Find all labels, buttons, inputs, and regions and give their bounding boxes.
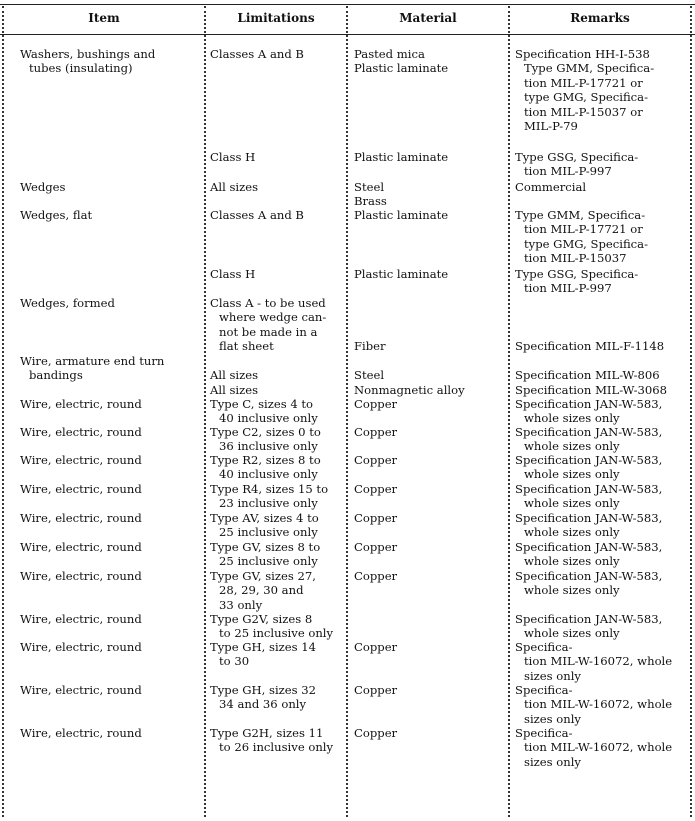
cell-line: not be made in a — [219, 324, 318, 339]
remarks-cell — [515, 726, 672, 769]
cell-line: Type GMM, Specifica- — [524, 61, 655, 76]
cell-line: Copper — [354, 540, 398, 554]
limitations-cell — [210, 612, 333, 641]
cell-line: sizes only — [524, 668, 581, 683]
cell-line — [515, 354, 667, 368]
remarks-cell — [515, 453, 662, 482]
remarks-cell — [515, 267, 638, 296]
limitations-cell — [210, 569, 316, 612]
cell-line: tion MIL-W-16072, whole — [524, 654, 673, 669]
cell-line: Nonmagnetic alloy — [354, 382, 465, 397]
remarks-cell — [515, 640, 672, 683]
cell-line: whole sizes only — [524, 496, 620, 511]
cell-line: All sizes — [210, 382, 259, 397]
material-cell — [354, 453, 397, 467]
column-divider — [508, 6, 510, 817]
cell-line: Specification MIL-W-806 — [515, 368, 660, 383]
cell-line: Steel — [354, 368, 385, 383]
cell-line: whole sizes only — [524, 439, 620, 454]
cell-line: Specification JAN-W-583, — [515, 511, 663, 525]
remarks-cell — [515, 540, 662, 569]
header-item: Item — [88, 11, 120, 25]
cell-line: Type GSG, Specifica- — [515, 267, 639, 281]
cell-line — [354, 310, 386, 324]
material-cell — [354, 208, 448, 222]
cell-line: Wedges, formed — [20, 296, 115, 310]
cell-line: 40 inclusive only — [219, 411, 318, 426]
cell-line: Classes A and B — [210, 47, 304, 61]
cell-line: Type GMM, Specifica- — [515, 208, 646, 222]
cell-line: whole sizes only — [524, 467, 620, 482]
material-cell — [354, 640, 397, 654]
cell-line: sizes only — [524, 754, 581, 769]
cell-line: Specifica- — [515, 726, 573, 740]
cell-line — [354, 296, 386, 310]
cell-line — [210, 354, 258, 368]
limitations-cell — [210, 296, 326, 354]
item-cell — [20, 354, 164, 383]
cell-line: tion MIL-P-15037 or — [524, 104, 643, 119]
remarks-cell — [515, 47, 654, 133]
cell-line: Specification JAN-W-583, — [515, 540, 663, 554]
cell-line: Type GH, sizes 14 — [210, 640, 317, 654]
limitations-cell — [210, 354, 258, 397]
remarks-cell — [515, 296, 664, 354]
cell-line: Plastic laminate — [354, 208, 449, 222]
item-cell — [20, 683, 142, 697]
remarks-cell — [515, 354, 667, 397]
cell-line: Wire, electric, round — [20, 482, 142, 496]
cell-line: Wire, electric, round — [20, 540, 142, 554]
cell-line: Specification MIL-F-1148 — [515, 339, 665, 354]
header-limitations: Limitations — [237, 11, 315, 25]
limitations-cell — [210, 47, 304, 61]
remarks-cell — [515, 425, 662, 454]
limitations-cell — [210, 208, 304, 222]
limitations-cell — [210, 150, 255, 164]
remarks-cell — [515, 208, 648, 266]
cell-line: flat sheet — [219, 339, 274, 354]
material-cell — [354, 354, 465, 397]
cell-line: tubes (insulating) — [29, 61, 133, 76]
remarks-cell — [515, 612, 662, 641]
cell-line — [515, 296, 664, 310]
cell-line: All sizes — [210, 368, 259, 383]
cell-line: Wedges — [20, 180, 66, 194]
cell-line: tion MIL-W-16072, whole — [524, 697, 673, 712]
cell-line: to 25 inclusive only — [219, 626, 334, 641]
cell-line: Specifica- — [515, 683, 573, 697]
cell-line: 33 only — [219, 597, 263, 612]
material-cell — [354, 267, 448, 281]
limitations-cell — [210, 397, 318, 426]
cell-line: where wedge can- — [219, 310, 327, 325]
limitations-cell — [210, 540, 320, 569]
remarks-cell — [515, 180, 586, 194]
cell-line: 23 inclusive only — [219, 496, 318, 511]
cell-line: tion MIL-P-997 — [524, 281, 612, 296]
header-material: Material — [399, 11, 457, 25]
limitations-cell — [210, 267, 255, 281]
cell-line: Specifica- — [515, 640, 573, 654]
table-top-rule — [0, 4, 695, 5]
cell-line — [354, 325, 386, 339]
cell-line: Fiber — [354, 339, 386, 354]
cell-line: Copper — [354, 482, 398, 496]
cell-line: Specification MIL-W-3068 — [515, 382, 667, 397]
column-divider — [690, 6, 692, 817]
material-cell — [354, 482, 397, 496]
limitations-cell — [210, 511, 319, 540]
cell-line: Type GV, sizes 8 to — [210, 540, 321, 554]
cell-line: Specification JAN-W-583, — [515, 397, 663, 411]
cell-line: whole sizes only — [524, 554, 620, 569]
cell-line: Type AV, sizes 4 to — [210, 511, 319, 525]
cell-line: Type R2, sizes 8 to — [210, 453, 321, 467]
cell-line: whole sizes only — [524, 626, 620, 641]
cell-line: Copper — [354, 683, 398, 697]
cell-line: Wire, armature end turn — [20, 354, 165, 368]
cell-line: tion MIL-P-15037 — [524, 251, 627, 266]
cell-line: Specification JAN-W-583, — [515, 453, 663, 467]
cell-line: All sizes — [210, 180, 259, 194]
cell-line: Wire, electric, round — [20, 511, 142, 525]
cell-line: Steel — [354, 180, 385, 194]
material-cell — [354, 180, 387, 209]
cell-line: Class H — [210, 150, 256, 164]
material-cell — [354, 569, 397, 583]
remarks-cell — [515, 511, 662, 540]
cell-line: tion MIL-W-16072, whole — [524, 740, 673, 755]
cell-line: Classes A and B — [210, 208, 304, 222]
item-cell — [20, 511, 142, 525]
limitations-cell — [210, 482, 328, 511]
cell-line: Wire, electric, round — [20, 612, 142, 626]
cell-line: Copper — [354, 397, 398, 411]
cell-line — [515, 325, 664, 339]
item-cell — [20, 640, 142, 654]
cell-line: Type C2, sizes 0 to — [210, 425, 321, 439]
cell-line: Type GV, sizes 27, — [210, 569, 316, 583]
cell-line: Specification JAN-W-583, — [515, 482, 663, 496]
cell-line: whole sizes only — [524, 525, 620, 540]
cell-line: 28, 29, 30 and — [219, 583, 304, 598]
cell-line — [515, 310, 664, 324]
cell-line: type GMG, Specifica- — [524, 236, 649, 251]
remarks-cell — [515, 569, 662, 598]
item-cell — [20, 180, 66, 194]
cell-line: Wedges, flat — [20, 208, 93, 222]
cell-line: Wire, electric, round — [20, 640, 142, 654]
cell-line — [354, 354, 465, 368]
cell-line: Type GH, sizes 32 — [210, 683, 317, 697]
cell-line: Copper — [354, 726, 398, 740]
cell-line: to 26 inclusive only — [219, 740, 334, 755]
limitations-cell — [210, 453, 321, 482]
cell-line: Washers, bushings and — [20, 47, 156, 61]
material-cell — [354, 397, 397, 411]
cell-line: 36 inclusive only — [219, 439, 318, 454]
cell-line: to 30 — [219, 654, 250, 669]
cell-line: Wire, electric, round — [20, 425, 142, 439]
column-divider — [204, 6, 206, 817]
cell-line: Plastic laminate — [354, 61, 449, 76]
limitations-cell — [210, 425, 321, 454]
remarks-cell — [515, 150, 638, 179]
remarks-cell — [515, 482, 662, 511]
cell-line: Specification HH-I-538 — [515, 47, 650, 61]
cell-line: Wire, electric, round — [20, 397, 142, 411]
item-cell — [20, 397, 142, 411]
cell-line: 34 and 36 only — [219, 697, 307, 712]
header-remarks: Remarks — [570, 11, 630, 25]
cell-line: Type G2V, sizes 8 — [210, 612, 313, 626]
material-cell — [354, 425, 397, 439]
item-cell — [20, 47, 155, 76]
cell-line: type GMG, Specifica- — [524, 90, 649, 105]
item-cell — [20, 296, 115, 310]
cell-line: MIL-P-79 — [524, 119, 578, 134]
cell-line: Copper — [354, 453, 398, 467]
cell-line: Class A - to be used — [210, 296, 326, 310]
cell-line: Wire, electric, round — [20, 453, 142, 467]
item-cell — [20, 453, 142, 467]
item-cell — [20, 208, 92, 222]
column-divider — [2, 6, 4, 817]
cell-line: Wire, electric, round — [20, 569, 142, 583]
item-cell — [20, 569, 142, 583]
item-cell — [20, 482, 142, 496]
material-cell — [354, 296, 386, 354]
cell-line: Wire, electric, round — [20, 683, 142, 697]
cell-line: Type R4, sizes 15 to — [210, 482, 329, 496]
cell-line: Plastic laminate — [354, 150, 449, 164]
material-cell — [354, 683, 397, 697]
limitations-cell — [210, 640, 316, 669]
item-cell — [20, 612, 142, 626]
cell-line: Specification JAN-W-583, — [515, 612, 663, 626]
cell-line: Type GSG, Specifica- — [515, 150, 639, 164]
cell-line: Wire, electric, round — [20, 726, 142, 740]
cell-line: Copper — [354, 640, 398, 654]
cell-line: Commercial — [515, 180, 587, 194]
remarks-cell — [515, 397, 662, 426]
material-cell — [354, 612, 358, 626]
limitations-cell — [210, 683, 316, 712]
cell-line: Type C, sizes 4 to — [210, 397, 314, 411]
material-cell — [354, 511, 397, 525]
cell-line: bandings — [29, 368, 83, 383]
cell-line: Copper — [354, 569, 398, 583]
cell-line: Copper — [354, 511, 398, 525]
material-cell — [354, 540, 397, 554]
cell-line: Plastic laminate — [354, 267, 449, 281]
column-divider — [346, 6, 348, 817]
limitations-cell — [210, 726, 333, 755]
cell-line — [354, 612, 358, 626]
material-cell — [354, 150, 448, 164]
cell-line: Type G2H, sizes 11 — [210, 726, 324, 740]
cell-line: tion MIL-P-17721 or — [524, 75, 643, 90]
cell-line: whole sizes only — [524, 583, 620, 598]
cell-line: tion MIL-P-17721 or — [524, 222, 643, 237]
cell-line: Copper — [354, 425, 398, 439]
material-cell — [354, 726, 397, 740]
cell-line: 25 inclusive only — [219, 525, 318, 540]
cell-line: Class H — [210, 267, 256, 281]
item-cell — [20, 540, 142, 554]
cell-line: Specification JAN-W-583, — [515, 569, 663, 583]
item-cell — [20, 726, 142, 740]
cell-line: 40 inclusive only — [219, 467, 318, 482]
material-cell — [354, 47, 448, 76]
cell-line: 25 inclusive only — [219, 554, 318, 569]
cell-line: Pasted mica — [354, 47, 425, 61]
cell-line: Brass — [354, 194, 387, 209]
cell-line: sizes only — [524, 711, 581, 726]
cell-line: Specification JAN-W-583, — [515, 425, 663, 439]
remarks-cell — [515, 683, 672, 726]
cell-line: whole sizes only — [524, 411, 620, 426]
item-cell — [20, 425, 142, 439]
cell-line: tion MIL-P-997 — [524, 164, 612, 179]
limitations-cell — [210, 180, 258, 194]
